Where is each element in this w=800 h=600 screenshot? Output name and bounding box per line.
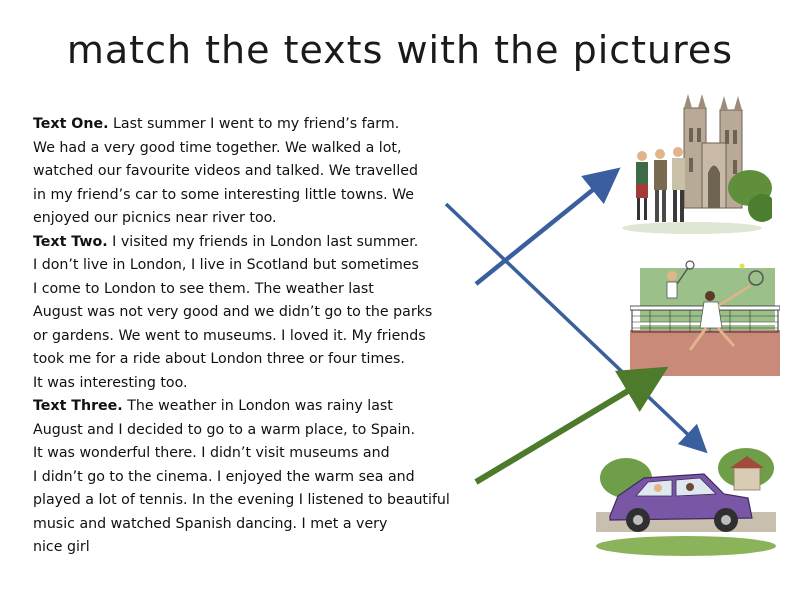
slide-title: match the texts with the pictures (66, 28, 734, 72)
text-one-line: enjoyed our picnics near river too. (33, 210, 277, 226)
text-two-heading: Text Two. (33, 233, 108, 250)
text-two-line: or gardens. We went to museums. I loved it. My friends (33, 327, 426, 344)
arrow-text-three-to-tennis (476, 376, 653, 482)
text-three-line-0: The weather in London was rainy last (122, 398, 393, 414)
text-two-line-0: I visited my friends in London last summer. (107, 233, 419, 250)
text-one-line: We had a very good time together. We walked a lot, (33, 139, 402, 156)
text-three-heading: Text Three. (33, 398, 123, 414)
text-two-line: It was interesting too. (33, 374, 188, 391)
text-two-line: took me for a ride about London three or four times. (33, 351, 405, 367)
text-three-line: August and I decided to go to a warm place, to Spain. (33, 421, 415, 438)
text-one-line: watched our favourite videos and talked. We travelled (33, 163, 419, 179)
text-one-line-0: Last summer I went to my friend’s farm. (108, 116, 400, 132)
text-three-line: It was wonderful there. I didn’t visit museums and (33, 445, 390, 461)
text-three-line: music and watched Spanish dancing. I met a very (33, 515, 388, 532)
text-three-line: nice girl (33, 539, 90, 555)
text-two-line: I don’t live in London, I live in Scotland but sometimes (33, 257, 419, 273)
text-two-line: I come to London to see them. The weather last (33, 280, 374, 297)
arrow-text-one-to-car (446, 204, 700, 446)
arrow-text-two-to-cathedral (476, 176, 610, 284)
text-one-line: in my friend’s car to some interesting little towns. We (33, 186, 415, 203)
text-three-line: I didn’t go to the cinema. I enjoyed the warm sea and (33, 468, 415, 485)
text-two-line: August was not very good and we didn’t go to the parks (33, 304, 433, 320)
text-one-heading: Text One. (33, 116, 109, 132)
text-three-line: played a lot of tennis. In the evening I listened to beautiful (33, 492, 450, 508)
